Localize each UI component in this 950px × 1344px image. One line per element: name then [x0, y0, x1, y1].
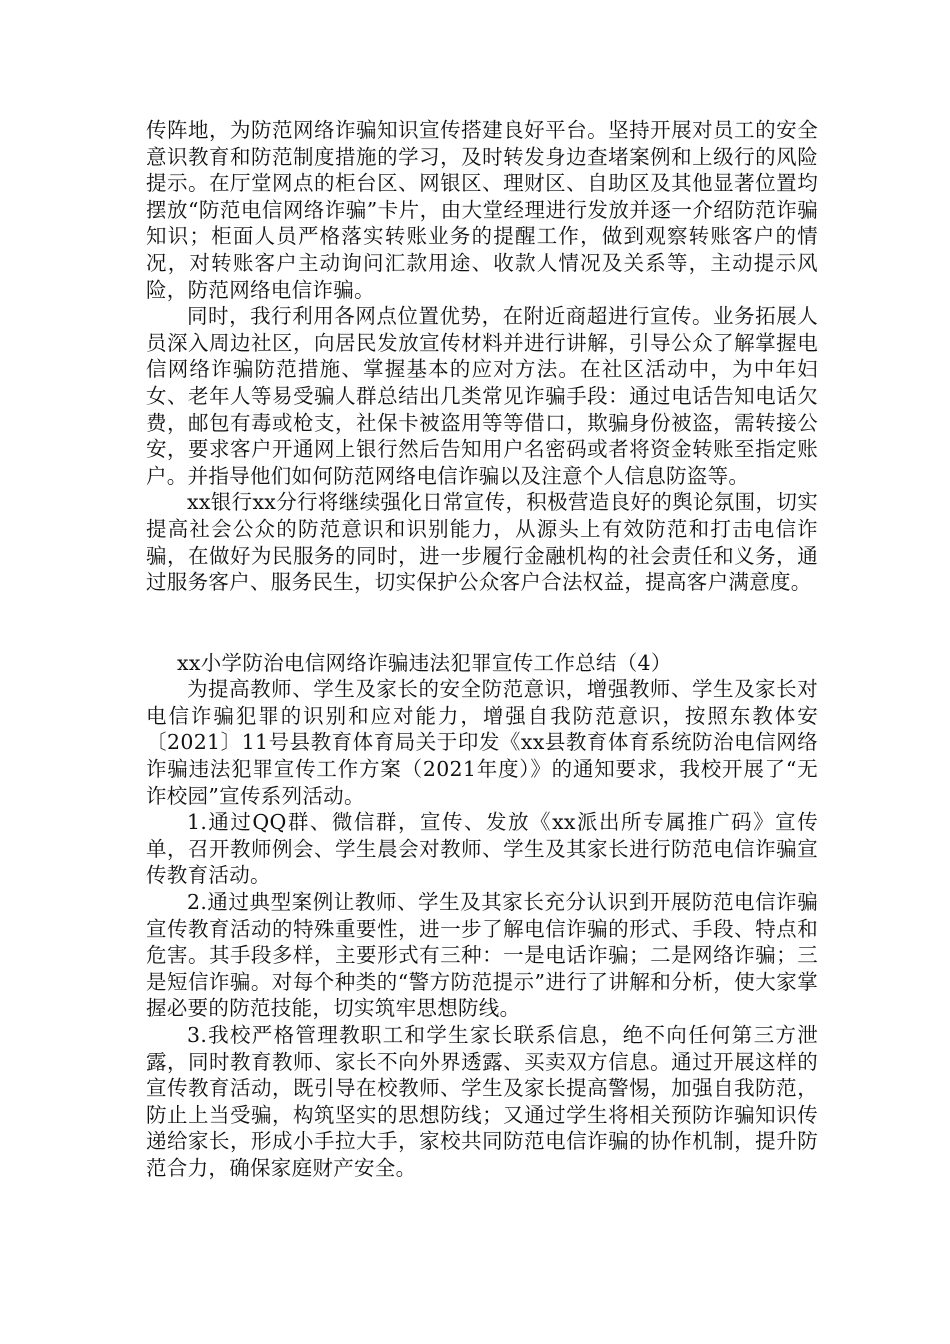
section-title: xx小学防治电信网络诈骗违法犯罪宣传工作总结（4） — [177, 650, 672, 675]
document-body — [146, 117, 818, 1182]
paragraph-bank-conclusion: xx银行xx分行将继续强化日常宣传，积极营造良好的舆论氛围，切实提高社会公众的防范意识和识别能力，从源头上有效防范和打击电信诈骗，在做好为民服务的同时，进一步履行金融机构的社会责任和义务，通过服务客户、服务民生，切实保护公众客户合法权益，提高客户满意度。 — [146, 490, 818, 595]
paragraph-school-intro: 为提高教师、学生及家长的安全防范意识，增强教师、学生及家长对电信诈骗犯罪的识别和应对能力，增强自我防范意识，按照东教体安〔2021〕11号县教育体育局关于印发《xx县教育体育系统防治电信网络诈骗违法犯罪宣传工作方案（2021年度）》的通知要求，我校开展了“无诈校园”宣传系列活动。 — [146, 677, 818, 808]
paragraph-bank-promotion-continued: 传阵地，为防范网络诈骗知识宣传搭建良好平台。坚持开展对员工的安全意识教育和防范制度措施的学习，及时转发身边查堵案例和上级行的风险提示。在厅堂网点的柜台区、网银区、理财区、自助区及其他显著位置均摆放“防范电信网络诈骗”卡片，由大堂经理进行发放并逐一介绍防范诈骗知识；柜面人员严格落实转账业务的提醒工作，做到观察转账客户的情况，对转账客户主动询问汇款用途、收款人情况及关系等，主动提示风险，防范网络电信诈骗。 — [146, 118, 818, 302]
paragraph-point-3: 3.我校严格管理教职工和学生家长联系信息，绝不向任何第三方泄露，同时教育教师、家长不向外界透露、买卖双方信息。通过开展这样的宣传教育活动，既引导在校教师、学生及家长提高警惕，加强自我防范，防止上当受骗，构筑坚实的思想防线；又通过学生将相关预防诈骗知识传递给家长，形成小手拉大手，家校共同防范电信诈骗的协作机制，提升防范合力，确保家庭财产安全。 — [146, 1023, 818, 1180]
paragraph-point-2: 2.通过典型案例让教师、学生及其家长充分认识到开展防范电信诈骗宣传教育活动的特殊重要性，进一步了解电信诈骗的形式、手段、特点和危害。其手段多样，主要形式有三种：一是电话诈骗；二是网络诈骗；三是短信诈骗。对每个种类的“警方防范提示”进行了讲解和分析，使大家掌握必要的防范技能，切实筑牢思想防线。 — [146, 890, 818, 1021]
paragraph-point-1: 1.通过QQ群、微信群，宣传、发放《xx派出所专属推广码》宣传单，召开教师例会、学生晨会对教师、学生及其家长进行防范电信诈骗宣传教育活动。 — [146, 810, 818, 888]
section-spacer — [146, 596, 818, 650]
paragraph-community-outreach: 同时，我行利用各网点位置优势，在附近商超进行宣传。业务拓展人员深入周边社区，向居民发放宣传材料并进行讲解，引导公众了解掌握电信网络诈骗防范措施、掌握基本的应对方法。在社区活动中，为中年妇女、老年人等易受骗人群总结出几类常见诈骗手段：通过电话告知电话欠费，邮包有毒或枪支，社保卡被盗用等等借口，欺骗身份被盗，需转接公安，要求客户开通网上银行然后告知用户名密码或者将资金转账至指定账户。并指导他们如何防范网络电信诈骗以及注意个人信息防盗等。 — [146, 304, 818, 488]
